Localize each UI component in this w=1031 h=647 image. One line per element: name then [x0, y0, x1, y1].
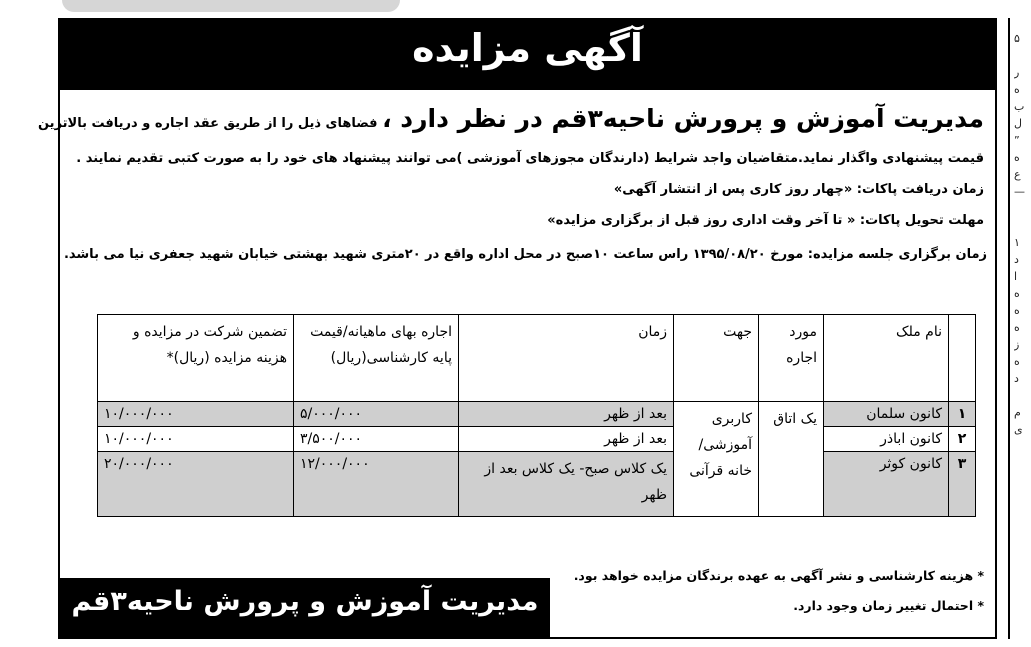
- footer-organization: مدیریت آموزش و پرورش ناحیه۳قم: [71, 586, 539, 617]
- table-row: [98, 452, 976, 517]
- property-name: کانون اباذر: [824, 427, 949, 452]
- intro-rest: فضاهای ذیل را از طریق عقد اجاره و دریافت بالاترین: [37, 116, 383, 131]
- adjacent-column-char: ه: [1014, 287, 1020, 300]
- session-time-line: زمان برگزاری جلسه مزایده: مورخ ۱۳۹۵/۰۸/۲۰ راس ساعت ۱۰صبح در محل اداره واقع در ۲۰متری شهید بهشتی خیابان شهید جعفری نیا می باشد.: [63, 247, 987, 262]
- adjacent-column-char: ه: [1014, 304, 1020, 317]
- adjacent-column-char: [1014, 200, 1030, 217]
- guarantee-value: ۲۰/۰۰۰/۰۰۰: [98, 452, 294, 517]
- adjacent-column-char: ب: [1014, 100, 1025, 113]
- adjacent-column-text: [1014, 30, 1030, 438]
- header-lease-item: مورد اجاره: [759, 315, 824, 402]
- adjacent-column-char: —: [1014, 185, 1025, 198]
- cost-note: * هزینه کارشناسی و نشر آگهی به عهده برندگان مزایده خواهد بود.: [573, 568, 984, 583]
- row-number: ۱: [949, 402, 976, 427]
- intro-line: [38, 104, 984, 133]
- rent-value: ۳/۵۰۰/۰۰۰: [294, 427, 459, 452]
- adjacent-column-char: ر: [1014, 66, 1020, 79]
- adjacent-column-char: ل: [1014, 117, 1022, 130]
- adjacent-column-char: د: [1014, 253, 1019, 266]
- time-slot: بعد از ظهر: [459, 402, 674, 427]
- footer-banner: [60, 578, 550, 637]
- adjacent-column-char: ه: [1014, 321, 1020, 334]
- column-divider: [1008, 18, 1010, 639]
- adjacent-column-char: ه: [1014, 355, 1020, 368]
- adjacent-column-char: [1014, 47, 1030, 64]
- header-purpose: جهت: [674, 315, 759, 402]
- adjacent-column-char: ز: [1014, 338, 1020, 351]
- organization-statement: مدیریت آموزش و پرورش ناحیه۳قم در نظر دارد ،: [382, 104, 984, 133]
- property-name: کانون کوثر: [824, 452, 949, 517]
- header-number: [949, 315, 976, 402]
- header-rent: اجاره بهای ماهیانه/قیمت پایه کارشناسی(ریال): [294, 315, 459, 402]
- row-number: ۳: [949, 452, 976, 517]
- lease-item: یک اتاق: [759, 402, 824, 517]
- header-property-name: نام ملک: [824, 315, 949, 402]
- adjacent-column-char: ”: [1014, 134, 1020, 147]
- guarantee-value: ۱۰/۰۰۰/۰۰۰: [98, 402, 294, 427]
- adjacent-column-char: ۱: [1014, 236, 1020, 249]
- header-banner: [60, 20, 995, 90]
- header-time: زمان: [459, 315, 674, 402]
- delivery-deadline-line: مهلت تحویل پاکات: « تا آخر وقت اداری روز قبل از برگزاری مزایده»: [547, 213, 984, 228]
- adjacent-column-char: [1014, 217, 1030, 234]
- rent-value: ۵/۰۰۰/۰۰۰: [294, 402, 459, 427]
- header-guarantee: تضمین شرکت در مزایده و هزینه مزایده (ریال)*: [98, 315, 294, 402]
- adjacent-column-char: م: [1014, 406, 1021, 419]
- adjacent-column-char: [1014, 387, 1030, 404]
- ad-title: آگهی مزایده: [412, 26, 643, 70]
- time-slot: بعد از ظهر: [459, 427, 674, 452]
- offer-line: قیمت پیشنهادی واگذار نماید.متقاضیان واجد شرایط (دارندگان مجوزهای آموزشی )می توانند پیشنهاد های خود را به صورت کتبی تقدیم نمایند .: [76, 151, 984, 166]
- receive-time-line: زمان دریافت پاکات: «چهار روز کاری پس از انتشار آگهی»: [613, 182, 984, 197]
- adjacent-column-char: ا: [1014, 270, 1018, 283]
- adjacent-column-char: ع: [1014, 168, 1021, 181]
- time-change-note: * احتمال تغییر زمان وجود دارد.: [793, 598, 984, 613]
- usage-purpose: کاربری آموزشی/ خانه قرآنی: [674, 402, 759, 517]
- adjacent-column-char: د: [1014, 372, 1019, 385]
- rent-value: ۱۲/۰۰۰/۰۰۰: [294, 452, 459, 517]
- adjacent-column-char: ی: [1014, 423, 1023, 436]
- property-name: کانون سلمان: [824, 402, 949, 427]
- adjacent-column-char: ۵: [1014, 32, 1020, 45]
- top-decoration: [62, 0, 400, 12]
- auction-table: [97, 314, 976, 517]
- adjacent-column-char: ه: [1014, 83, 1020, 96]
- time-slot: یک کلاس صبح- یک کلاس بعد از ظهر: [459, 452, 674, 517]
- guarantee-value: ۱۰/۰۰۰/۰۰۰: [98, 427, 294, 452]
- table-row: [98, 402, 976, 427]
- row-number: ۲: [949, 427, 976, 452]
- adjacent-column-char: ه: [1014, 151, 1020, 164]
- table-row: [98, 427, 976, 452]
